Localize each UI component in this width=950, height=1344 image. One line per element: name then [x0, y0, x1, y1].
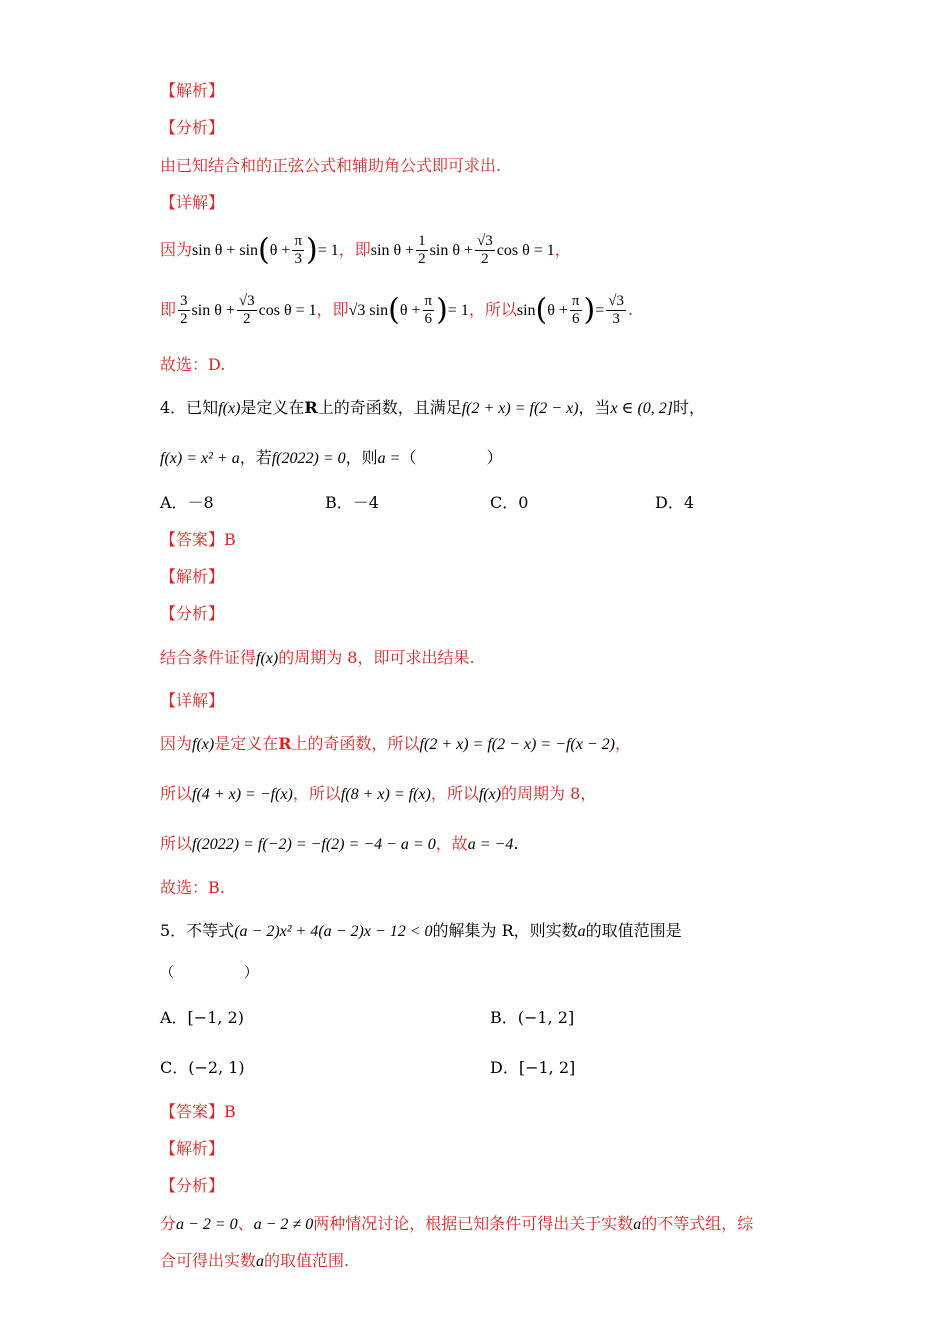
fraction: $\frac{\pi}{6}$: [424, 293, 433, 327]
jiexi-heading: 【解析】: [160, 81, 225, 100]
q5-stem-line-1: 5．不等式(a − 2)x² + 4(a − 2)x − 12 < 0的解集为 R，则实数a的取值范围是: [160, 921, 682, 940]
q4-detail-line-1: 因为f(x)是定义在R上的奇函数，所以f(2 + x) = f(2 − x) = −f(x − 2)，: [160, 734, 631, 753]
q5-answer-blank: （ ）: [160, 965, 258, 981]
fraction: $\frac{3}{2}$: [180, 293, 188, 327]
q4-stem-line-2: f(x) = x² + a，若f(2022) = 0，则a =（ ）: [160, 448, 503, 467]
q4-option-b: B．－4: [325, 493, 379, 512]
q4-fenxi-heading: 【分析】: [160, 604, 225, 623]
q4-option-c: C．0: [490, 493, 529, 512]
q4-fenxi-text: 结合条件证得f(x)的周期为 8，即可求出结果.: [160, 648, 475, 667]
fraction: $\frac{√3}{3}$: [608, 293, 624, 327]
q4-jiexi-heading: 【解析】: [160, 567, 225, 586]
equation: sin θ + sin: [192, 242, 259, 259]
q4-stem-line-1: 4．已知f(x)是定义在R上的奇函数，且满足f(2 + x) = f(2 − x)，当x ∈ (0, 2]时，: [160, 398, 706, 417]
fraction: $\frac{√3}{2}$: [477, 233, 493, 267]
q5-answer-label: 【答案】B: [160, 1102, 236, 1121]
q5-jiexi-heading: 【解析】: [160, 1139, 225, 1158]
fraction: $\frac{√3}{2}$: [238, 293, 255, 327]
q4-detail-line-2: 所以f(4 + x) = −f(x)，所以f(8 + x) = f(x)，所以f(x)的周期为 8，: [160, 784, 597, 803]
q3-detail-line-1: 因为sin θ + sin(θ + $\frac{\pi}{3}$ )= 1，即sin θ + $\frac{1}{2}$ sin θ + $\frac{√3}{2}$ cos θ = 1，: [160, 232, 571, 268]
fraction: $\frac{\pi}{6}$: [571, 293, 580, 327]
q5-option-b: B．(−1, 2]: [490, 1008, 575, 1027]
q5-fenxi-line-1: 分a − 2 = 0、a − 2 ≠ 0两种情况讨论，根据已知条件可得出关于实数a的不等式组，综: [160, 1214, 754, 1233]
q5-option-d: D．[−1, 2]: [490, 1058, 576, 1077]
q4-option-a: A．－8: [160, 493, 214, 512]
q3-answer: 故选：D.: [160, 355, 226, 374]
q5-option-c: C．(−2, 1): [160, 1058, 245, 1077]
q4-option-d: D．4: [655, 493, 695, 512]
q5-fenxi-line-2: 合可得出实数a的取值范围.: [160, 1251, 350, 1270]
fenxi-text: 由已知结合和的正弦公式和辅助角公式即可求出.: [160, 156, 502, 175]
q4-xiangjie-heading: 【详解】: [160, 691, 225, 710]
q4-final-answer: 故选：B.: [160, 878, 225, 897]
fraction: $\frac{1}{2}$: [418, 233, 426, 267]
q4-detail-line-3: 所以f(2022) = f(−2) = −f(2) = −4 − a = 0，故a = −4.: [160, 834, 519, 853]
xiangjie-heading: 【详解】: [160, 193, 225, 212]
q3-detail-line-2: 即 $\frac{3}{2}$ sin θ + $\frac{√3}{2}$ cos θ = 1，即√3 sin(θ + $\frac{\pi}{6}$ )= 1，所以sin(θ + $\frac{\pi}{6}$ )= $\frac{√3}{3}$ .: [160, 292, 634, 328]
q5-fenxi-heading: 【分析】: [160, 1176, 225, 1195]
fraction: $\frac{\pi}{3}$: [294, 233, 303, 267]
q4-answer-label: 【答案】B: [160, 530, 236, 549]
fenxi-heading: 【分析】: [160, 118, 225, 137]
q5-option-a: A．[−1, 2): [160, 1008, 244, 1027]
